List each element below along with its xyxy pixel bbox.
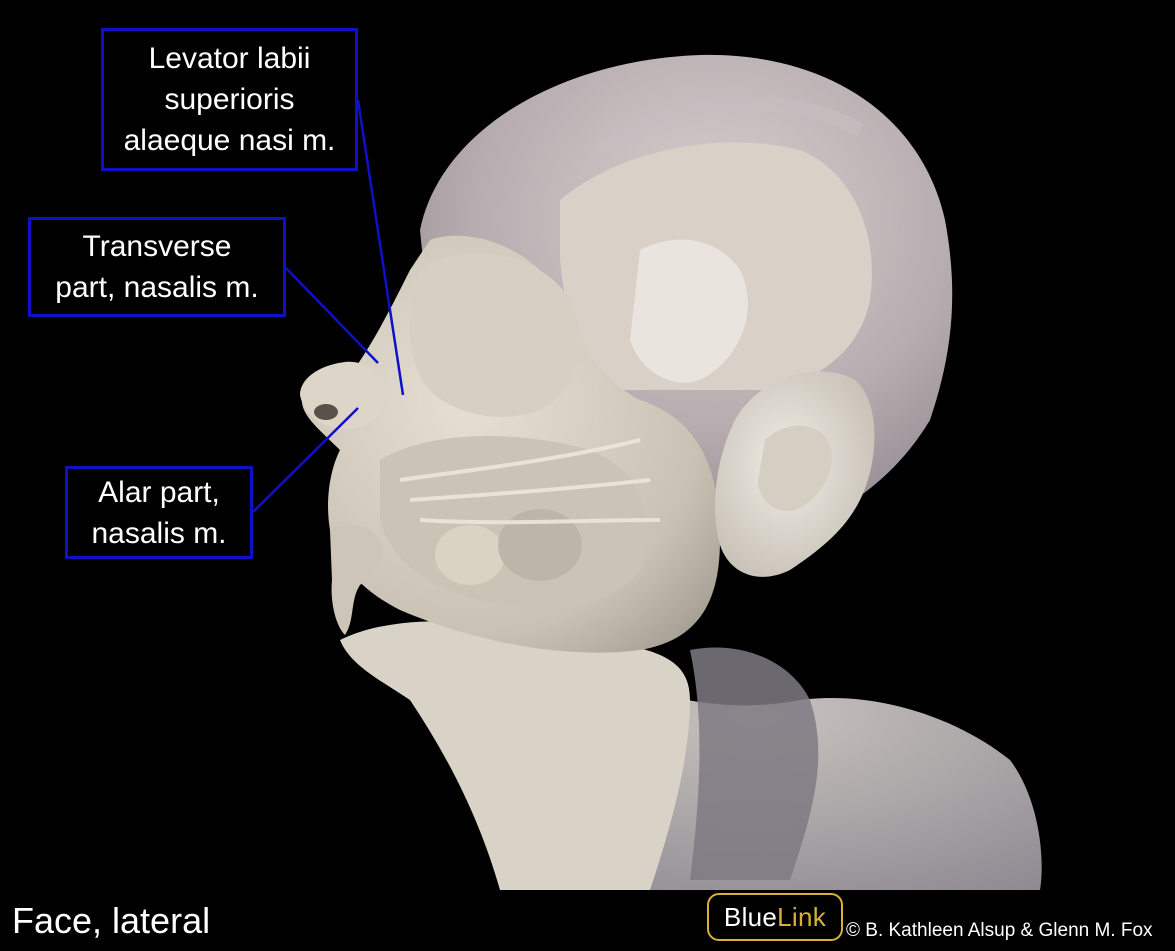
leader-line-transverse bbox=[286, 268, 378, 363]
image-caption: Face, lateral bbox=[12, 900, 211, 941]
label-levator-labii-superioris-alaeque-nasi bbox=[101, 28, 358, 171]
copyright-notice: © B. Kathleen Alsup & Glenn M. Fox bbox=[846, 920, 1153, 941]
label-line: Transverse bbox=[82, 230, 232, 263]
label-transverse-part-nasalis bbox=[28, 217, 286, 317]
nostril bbox=[314, 404, 338, 420]
label-line: Levator labii bbox=[148, 42, 311, 75]
neck-platysma bbox=[340, 621, 690, 890]
label-line: alaeque nasi m. bbox=[123, 124, 336, 157]
neck-deep-structures bbox=[690, 647, 818, 880]
buccal-fat bbox=[435, 525, 505, 585]
logo-text-link: Link bbox=[777, 901, 827, 932]
label-line: nasalis m. bbox=[91, 516, 227, 550]
logo-text-blue: Blue bbox=[723, 901, 778, 932]
label-line: part, nasalis m. bbox=[55, 271, 259, 304]
label-line: Alar part, bbox=[98, 475, 220, 509]
label-line: superioris bbox=[164, 83, 295, 116]
bluelink-logo bbox=[707, 893, 843, 941]
label-alar-part-nasalis bbox=[65, 466, 253, 559]
